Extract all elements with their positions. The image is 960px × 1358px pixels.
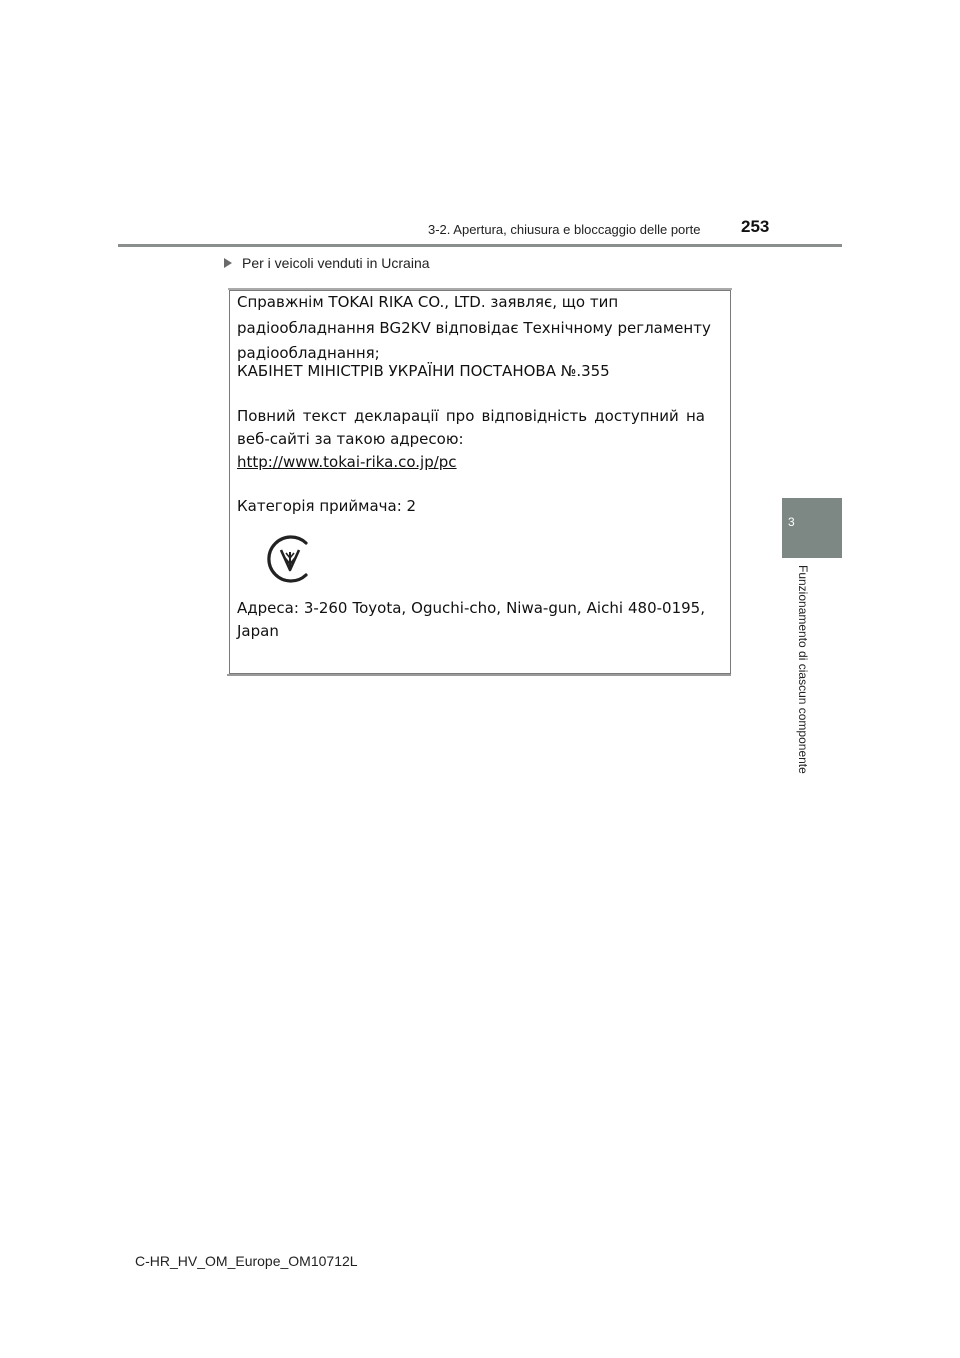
declaration-line: радіообладнання BG2KV відповідає Технічному регламенту <box>237 319 711 337</box>
declaration-line: Справжнім TOKAI RIKA CO., LTD. заявляє, що тип <box>237 293 619 311</box>
declaration-box <box>229 290 731 674</box>
declaration-line: Повний текст декларації про відповідність доступний на <box>237 407 705 425</box>
declaration-url-link[interactable]: http://www.tokai-rika.co.jp/pc <box>237 453 457 471</box>
declaration-line: радіообладнання; <box>237 344 380 362</box>
chapter-side-label: Funzionamento di ciascun componente <box>796 565 810 774</box>
subheading <box>224 255 430 271</box>
declaration-line: Japan <box>237 622 279 640</box>
declaration-line: веб-сайті за такою адресою: <box>237 430 464 448</box>
subheading-text: Per i veicoli venduti in Ucraina <box>242 255 430 271</box>
footer-document-id: C-HR_HV_OM_Europe_OM10712L <box>135 1253 358 1269</box>
header-rule <box>118 244 842 247</box>
declaration-line: Категорія приймача: 2 <box>237 497 417 515</box>
chapter-tab-number: 3 <box>788 515 795 529</box>
triangle-bullet-icon <box>224 258 232 268</box>
declaration-line: Адреса: 3-260 Toyota, Oguchi-cho, Niwa-gun, Aichi 480-0195, <box>237 599 705 617</box>
ukrainian-conformity-mark-icon <box>260 531 316 587</box>
declaration-line: КАБІНЕТ МІНІСТРІВ УКРАЇНИ ПОСТАНОВА №.355 <box>237 362 610 380</box>
header-section-title: 3-2. Apertura, chiusura e bloccaggio delle porte <box>428 222 701 237</box>
page-number: 253 <box>741 217 770 236</box>
